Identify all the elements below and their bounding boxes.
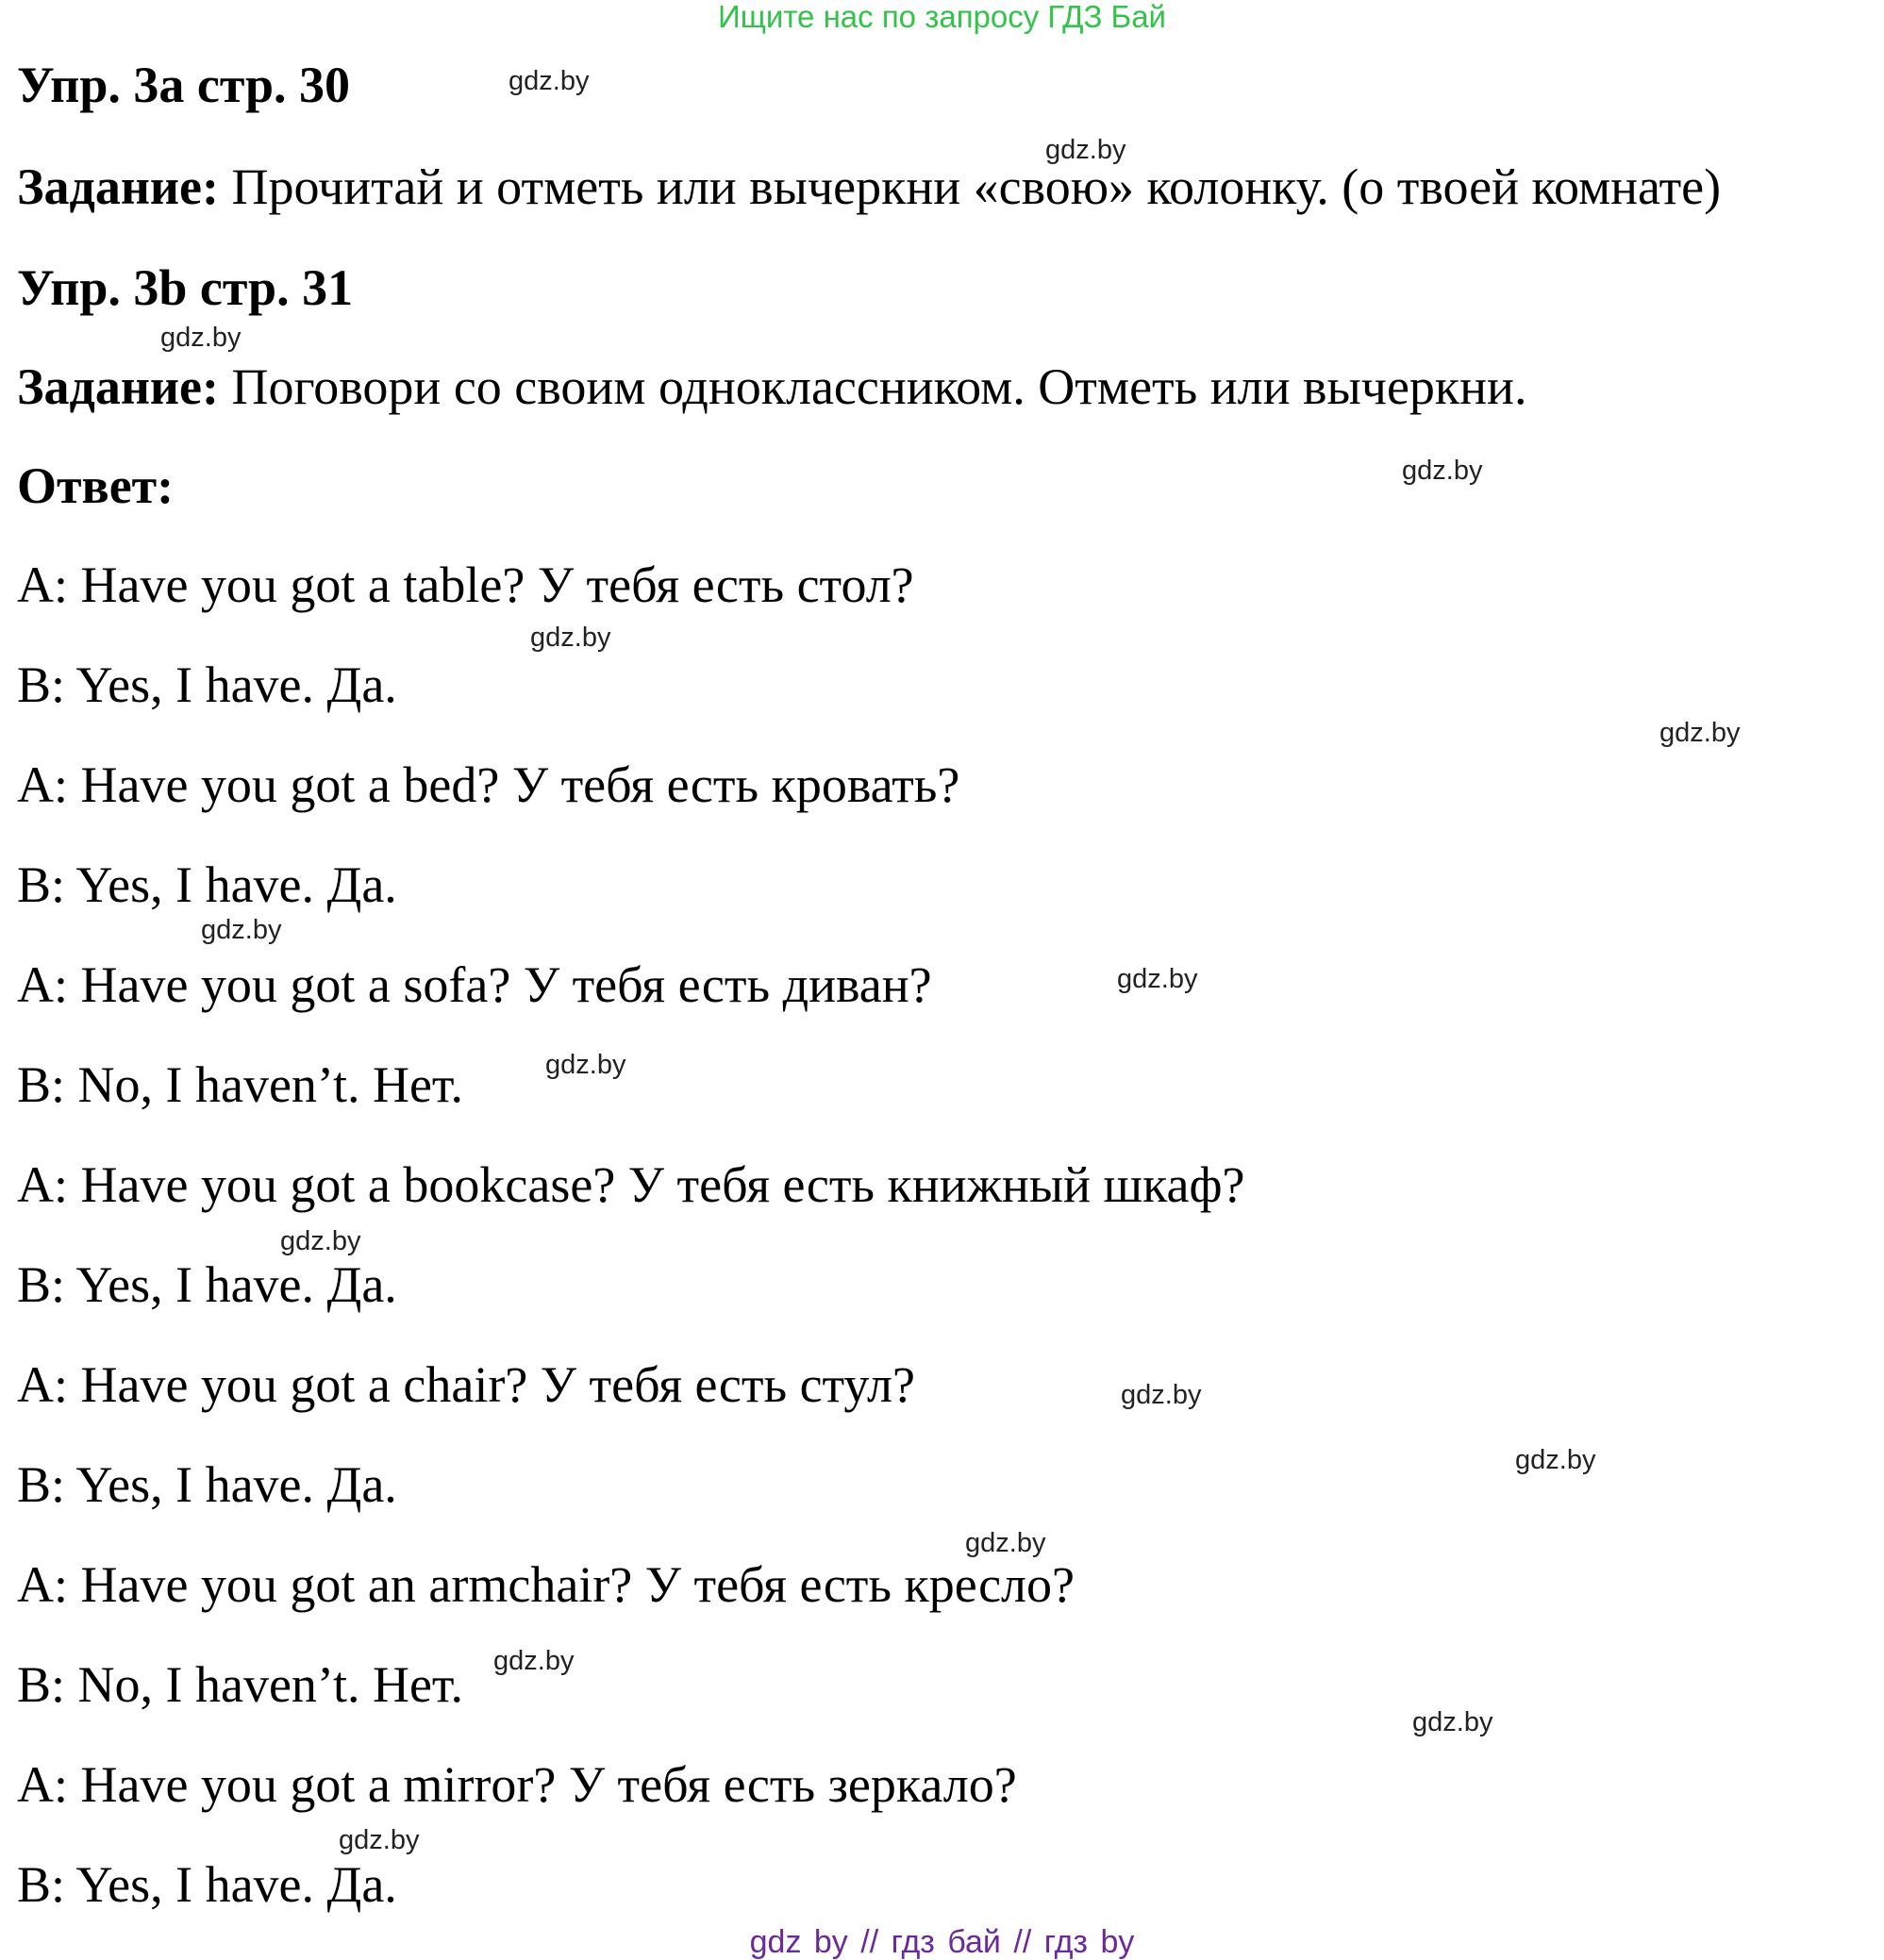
task-text: Поговори со своим одноклассником. Отметь или вычеркни. xyxy=(219,358,1527,415)
dialogue-line: A: Have you got a sofa? У тебя есть диван? xyxy=(17,956,932,1013)
watermark: gdz.by xyxy=(1402,456,1483,486)
dialogue-line: B: Yes, I have. Да. xyxy=(17,1256,397,1313)
watermark: gdz.by xyxy=(965,1528,1046,1558)
task-text: Прочитай и отметь или вычеркни «свою» колонку. (о твоей комнате) xyxy=(219,158,1722,215)
exercise-3b-heading: Упр. 3b стр. 31 xyxy=(17,259,354,316)
dialogue-line: B: No, I haven’t. Нет. xyxy=(17,1656,463,1713)
watermark: gdz.by xyxy=(493,1646,575,1676)
dialogue-line: A: Have you got a table? У тебя есть стол? xyxy=(17,556,914,613)
task-label: Задание: xyxy=(17,358,219,415)
watermark: gdz.by xyxy=(160,323,242,353)
watermark: gdz.by xyxy=(1045,135,1126,165)
watermark: gdz.by xyxy=(1117,964,1198,994)
dialogue-line: A: Have you got a mirror? У тебя есть зеркало? xyxy=(17,1756,1017,1813)
watermark: gdz.by xyxy=(280,1226,361,1256)
dialogue-line: B: Yes, I have. Да. xyxy=(17,656,397,713)
dialogue-line: B: No, I haven’t. Нет. xyxy=(17,1056,463,1113)
dialogue-line: A: Have you got an armchair? У тебя есть кресло? xyxy=(17,1556,1075,1613)
watermark: gdz.by xyxy=(1121,1380,1202,1410)
dialogue-line: B: Yes, I have. Да. xyxy=(17,1456,397,1513)
task-label: Задание: xyxy=(17,158,219,215)
exercise-3a-heading: Упр. 3a стр. 30 xyxy=(17,57,351,113)
watermark: gdz.by xyxy=(1412,1707,1493,1737)
watermark: gdz.by xyxy=(201,915,282,945)
footer-links[interactable]: gdz by // гдз бай // гдз by xyxy=(749,1924,1135,1960)
dialogue-line: A: Have you got a bed? У тебя есть кровать? xyxy=(17,756,960,813)
dialogue-line: A: Have you got a bookcase? У тебя есть книжный шкаф? xyxy=(17,1156,1245,1213)
watermark: gdz.by xyxy=(1659,718,1741,748)
top-banner[interactable]: Ищите нас по запросу ГДЗ Бай xyxy=(718,0,1166,34)
watermark: gdz.by xyxy=(509,66,590,96)
exercise-3a-task xyxy=(17,158,1721,215)
dialogue-line: A: Have you got a chair? У тебя есть стул? xyxy=(17,1356,915,1413)
dialogue-line: B: Yes, I have. Да. xyxy=(17,1856,397,1913)
answer-label: Ответ: xyxy=(17,457,175,514)
dialogue-line: B: Yes, I have. Да. xyxy=(17,856,397,913)
exercise-3b-task xyxy=(17,358,1526,415)
watermark: gdz.by xyxy=(545,1050,626,1080)
watermark: gdz.by xyxy=(530,623,611,653)
watermark: gdz.by xyxy=(339,1825,420,1855)
watermark: gdz.by xyxy=(1515,1445,1596,1475)
